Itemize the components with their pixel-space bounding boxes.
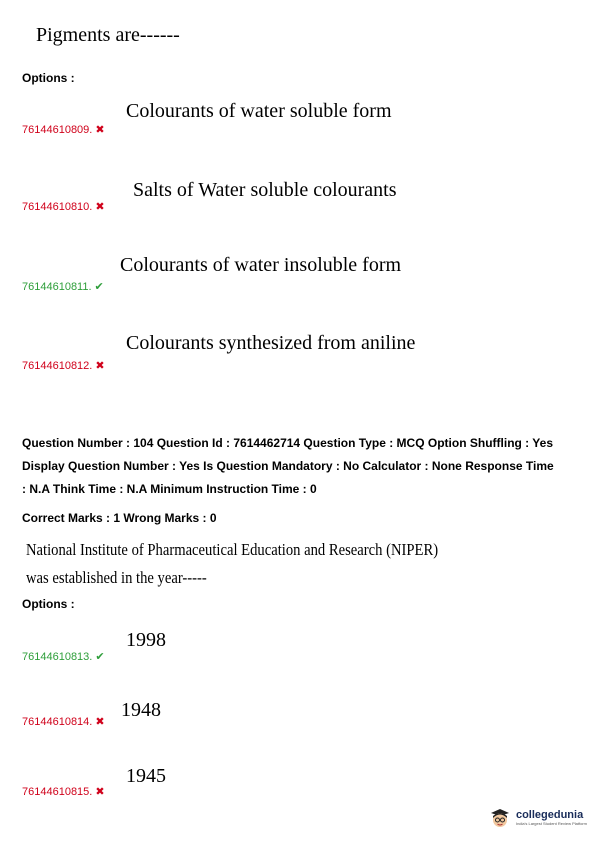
option-id bbox=[22, 712, 105, 730]
option-text: Colourants of water insoluble form bbox=[120, 254, 402, 276]
option-number: 76144610815. bbox=[22, 786, 93, 798]
option-number: 76144610813. bbox=[22, 651, 93, 663]
option-text: 1998 bbox=[126, 629, 166, 651]
logo-wordmark: collegedunia bbox=[515, 809, 584, 821]
option-number: 76144610814. bbox=[22, 716, 93, 728]
check-icon: ✔ bbox=[94, 281, 104, 293]
option-id bbox=[22, 120, 105, 138]
option-id bbox=[22, 647, 105, 665]
logo-tagline: India's Largest Student Review Platform bbox=[515, 821, 587, 826]
question-text bbox=[26, 536, 438, 592]
question-line: National Institute of Pharmaceutical Education and Research (NIPER) bbox=[26, 540, 439, 559]
option-number: 76144610811. bbox=[22, 281, 92, 293]
cross-icon: ✖ bbox=[95, 716, 105, 728]
cross-icon: ✖ bbox=[95, 124, 105, 136]
marks-info: Correct Marks : 1 Wrong Marks : 0 bbox=[22, 511, 217, 525]
option-number: 76144610809. bbox=[22, 124, 93, 136]
meta-line: Question Number : 104 Question Id : 7614462714 Question Type : MCQ Option Shuffling : Yes bbox=[22, 436, 553, 450]
meta-line: Display Question Number : Yes Is Question Mandatory : No Calculator : None Response Time bbox=[22, 459, 554, 473]
meta-line: : N.A Think Time : N.A Minimum Instruction Time : 0 bbox=[22, 482, 317, 496]
options-label: Options : bbox=[22, 597, 75, 611]
collegedunia-logo bbox=[488, 806, 587, 830]
option-number: 76144610812. bbox=[22, 360, 93, 372]
check-icon: ✔ bbox=[95, 651, 105, 663]
option-id bbox=[22, 197, 105, 215]
option-number: 76144610810. bbox=[22, 201, 93, 213]
cross-icon: ✖ bbox=[95, 360, 105, 372]
option-text: Colourants synthesized from aniline bbox=[126, 332, 416, 354]
cross-icon: ✖ bbox=[95, 786, 105, 798]
cross-icon: ✖ bbox=[95, 201, 105, 213]
question-metadata bbox=[22, 432, 582, 501]
option-text: Salts of Water soluble colourants bbox=[133, 179, 397, 201]
question-text: Pigments are------ bbox=[36, 24, 180, 46]
option-id bbox=[22, 356, 105, 374]
option-text: 1945 bbox=[126, 765, 166, 787]
option-text: Colourants of water soluble form bbox=[126, 100, 392, 122]
options-label: Options : bbox=[22, 71, 75, 85]
student-avatar-icon bbox=[488, 806, 512, 830]
option-id bbox=[22, 782, 105, 800]
question-line: was established in the year----- bbox=[26, 568, 207, 587]
option-text: 1948 bbox=[121, 699, 161, 721]
option-id bbox=[22, 277, 104, 295]
